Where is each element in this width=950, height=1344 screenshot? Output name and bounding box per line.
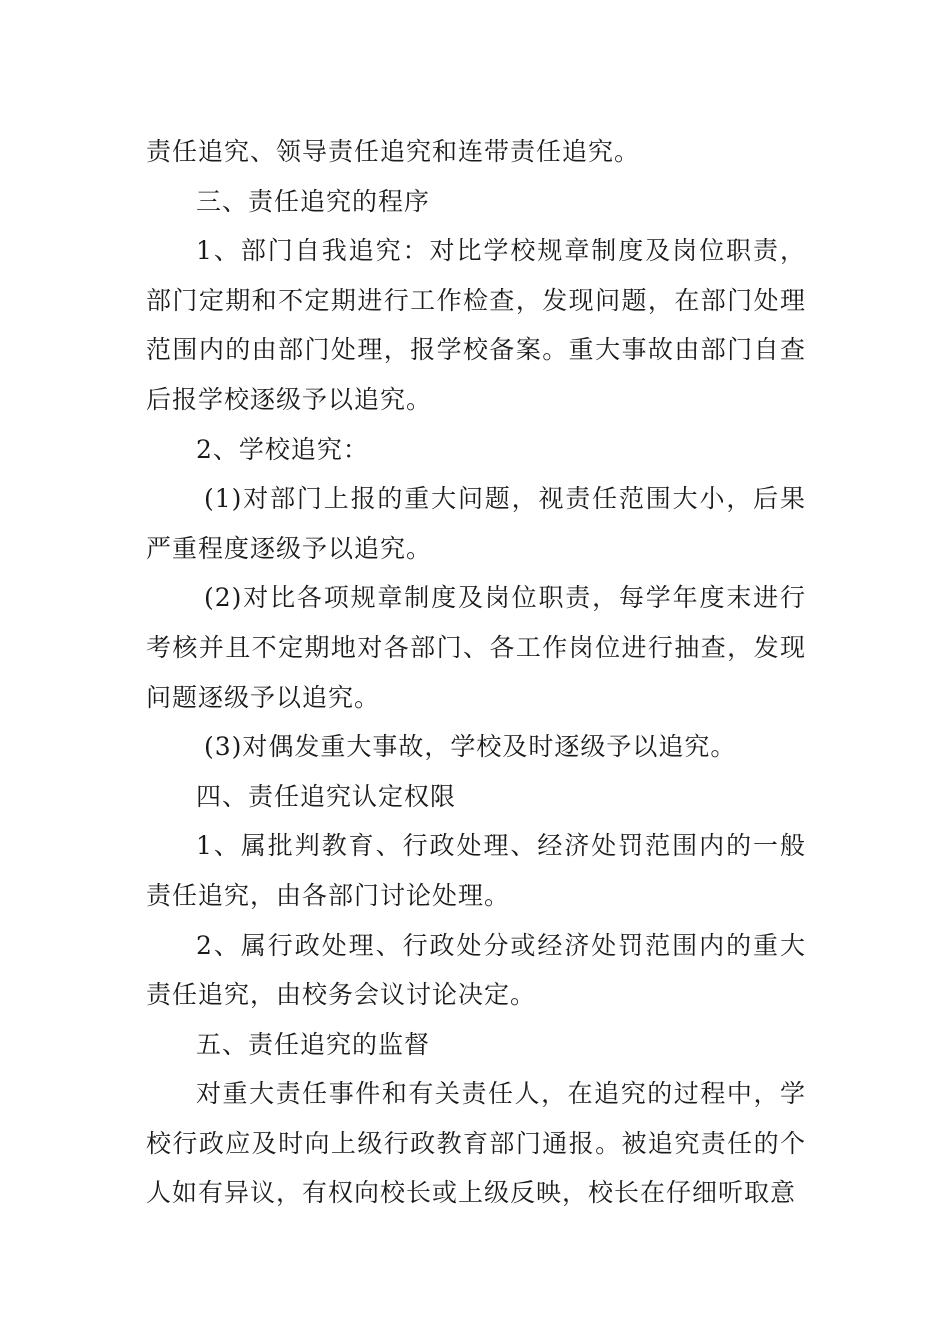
paragraph: 对重大责任事件和有关责任人，在追究的过程中，学校行政应及时向上级行政教育部门通报。被追究责任的个人如有异议，有权向校长或上级反映，校长在仔细听取意: [146, 1079, 806, 1208]
paragraph: 责任追究、领导责任追究和连带责任追究。: [146, 137, 641, 166]
list-item: (3)对偶发重大事故，学校及时逐级予以追究。: [204, 732, 737, 762]
list-item: (2)对比各项规章制度及岗位职责，每学年度末进行考核并且不定期地对各部门、各工作岗位进行抽查，发现问题逐级予以追究。: [146, 583, 806, 712]
paragraph: 1、属批判教育、行政处理、经济处罚范围内的一般责任追究，由各部门讨论处理。: [146, 831, 806, 910]
paragraph: 2、属行政处理、行政处分或经济处罚范围内的重大责任追究，由校务会议讨论决定。: [146, 930, 806, 1010]
paragraph: 1、部门自我追究：对比学校规章制度及岗位职责，部门定期和不定期进行工作检查，发现问题，在部门处理范围内的由部门处理，报学校备案。重大事故由部门自查后报学校逐级予以追究。: [146, 236, 806, 414]
section-heading: 五、责任追究的监督: [196, 1029, 431, 1059]
section-heading: 四、责任追究认定权限: [196, 781, 457, 811]
document-body: [146, 127, 806, 1218]
section-heading: 三、责任追究的程序: [196, 186, 431, 216]
paragraph: 2、学校追究：: [196, 434, 369, 464]
list-item: (1)对部门上报的重大问题，视责任范围大小，后果严重程度逐级予以追究。: [146, 484, 806, 563]
